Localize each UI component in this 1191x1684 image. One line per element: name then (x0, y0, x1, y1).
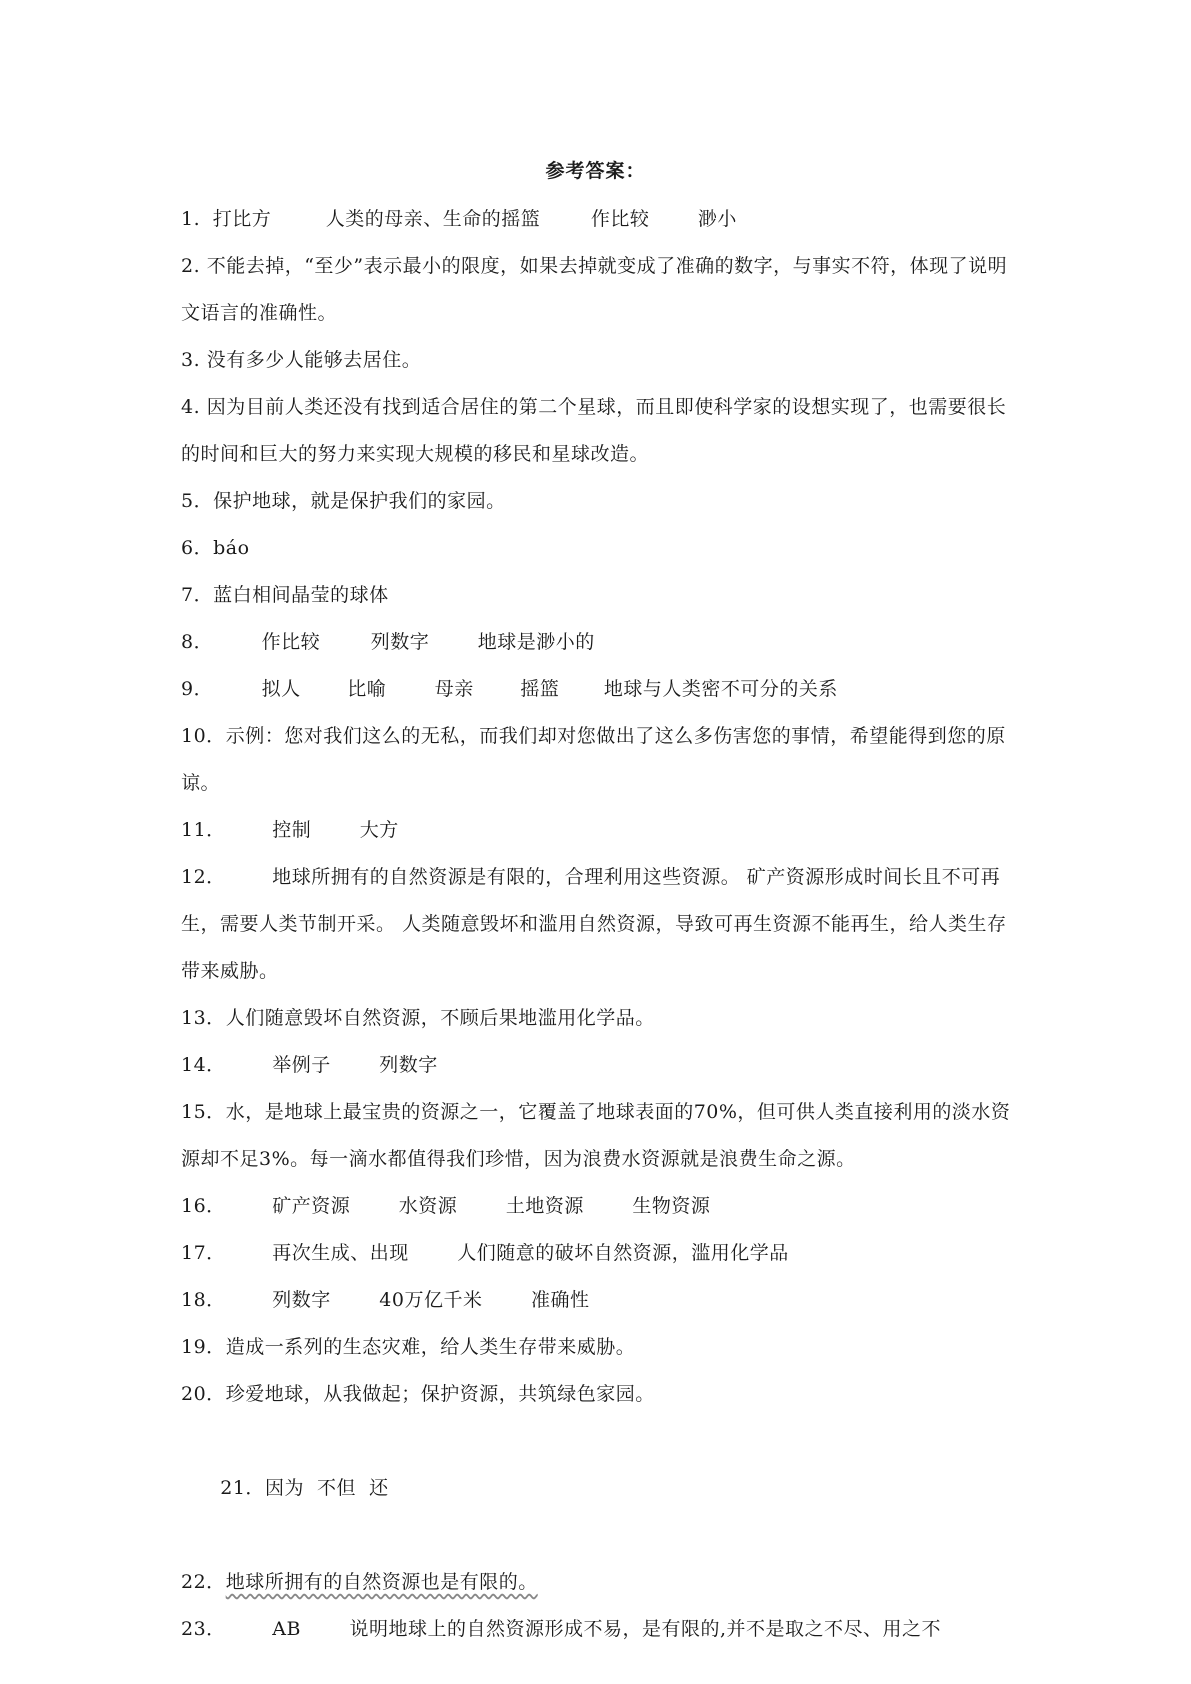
answer-text: 因为目前人类还没有找到适合居住的第二个星球，而且即使科学家的设想实现了，也需要很长的时间和巨大的努力来实现大规模的移民和星球改造。 (181, 396, 1007, 465)
answer-text: 地球所拥有的自然资源也是有限的。 (225, 1571, 538, 1593)
answer-part: 水资源 (398, 1195, 458, 1217)
answer-number: 10． (181, 725, 226, 747)
answer-part: 人们随意的破坏自然资源，滥用化学品 (457, 1242, 789, 1264)
answer-part: 矿产资源 (272, 1195, 351, 1217)
answer-text: 没有多少人能够去居住。 (206, 349, 422, 371)
answer-text: 不能去掉，“至少”表示最小的限度，如果去掉就变成了准确的数字，与事实不符，体现了说明文语言的准确性。 (181, 255, 1008, 324)
answer-part: 准确性 (531, 1289, 590, 1311)
answer-16 (181, 1183, 1021, 1230)
answer-22 (181, 1559, 1021, 1606)
answer-13 (181, 995, 1021, 1042)
answer-number: 17． (181, 1242, 226, 1264)
answer-number: 21． (220, 1477, 265, 1499)
answer-part: 列数字 (272, 1289, 331, 1311)
answer-part: 举例子 (272, 1054, 331, 1076)
answer-part: 生物资源 (632, 1195, 711, 1217)
answer-text: 保护地球，就是保护我们的家园。 (213, 490, 506, 512)
answer-text: 造成一系列的生态灾难，给人类生存带来威胁。 (225, 1336, 636, 1358)
answer-number: 1. (181, 208, 201, 230)
answer-number: 14． (181, 1054, 226, 1076)
answer-part: 列数字 (370, 631, 430, 653)
answer-number: 5． (181, 490, 214, 512)
answer-number: 20． (181, 1383, 226, 1405)
answer-part: 渺小 (697, 208, 737, 230)
answer-part: 说明地球上的自然资源形成不易，是有限的,并不是取之不尽、用之不 (349, 1618, 942, 1640)
answer-part: 人类的母亲、生命的摇篮 (325, 208, 541, 230)
answer-2 (181, 243, 1021, 337)
answer-part: 拟人 (261, 678, 301, 700)
answer-text: 示例：您对我们这么的无私，而我们却对您做出了这么多伤害您的事情，希望能得到您的原谅。 (181, 725, 1006, 794)
answer-number: 11． (181, 819, 226, 841)
answer-5 (181, 478, 1021, 525)
answer-number: 7． (181, 584, 214, 606)
answer-part: 再次生成、出现 (272, 1242, 409, 1264)
answer-part: 母亲 (434, 678, 474, 700)
answer-part: 比喻 (347, 678, 387, 700)
answer-11 (181, 807, 1021, 854)
answer-number: 6． (181, 537, 214, 559)
answer-text: báo (213, 537, 250, 559)
answer-part: 打比方 (212, 208, 272, 230)
answer-number: 3. (181, 349, 201, 371)
answer-part: 地球是渺小的 (477, 631, 595, 653)
answer-part: 大方 (359, 819, 399, 841)
answer-number: 18． (181, 1289, 226, 1311)
page-title: 参考答案： (545, 160, 646, 182)
answer-text: 因为 不但 还 (264, 1477, 389, 1499)
answer-20 (181, 1371, 1021, 1418)
answer-number: 9． (181, 678, 214, 700)
answer-text: 人们随意毁坏自然资源，不顾后果地滥用化学品。 (225, 1007, 655, 1029)
answer-12 (181, 854, 1021, 995)
answer-number: 12． (181, 866, 226, 888)
answer-text: 珍爱地球，从我做起；保护资源，共筑绿色家园。 (225, 1383, 655, 1405)
answer-19 (181, 1324, 1021, 1371)
answer-part: 40万亿千米 (379, 1289, 483, 1311)
answer-text: 水，是地球上最宝贵的资源之一，它覆盖了地球表面的70%，但可供人类直接利用的淡水资源却不足3%。每一滴水都值得我们珍惜，因为浪费水资源就是浪费生命之源。 (181, 1101, 1011, 1170)
answer-23 (181, 1606, 1021, 1653)
answer-number: 8． (181, 631, 214, 653)
answer-8 (181, 619, 1021, 666)
answer-number: 16． (181, 1195, 226, 1217)
answer-part: AB (272, 1618, 301, 1640)
answer-part: 列数字 (379, 1054, 438, 1076)
answer-text: 地球所拥有的自然资源是有限的，合理利用这些资源。 矿产资源形成时间长且不可再生，需要人类节制开采。 人类随意毁坏和滥用自然资源，导致可再生资源不能再生，给人类生存带来威胁。 (181, 866, 1007, 982)
answer-15 (181, 1089, 1021, 1183)
answer-part: 控制 (272, 819, 312, 841)
answer-14 (181, 1042, 1021, 1089)
answer-text: 蓝白相间晶莹的球体 (213, 584, 389, 606)
answer-3 (181, 337, 1021, 384)
answer-4 (181, 384, 1021, 478)
answer-part: 作比较 (261, 631, 321, 653)
answer-number: 13． (181, 1007, 226, 1029)
answer-number: 2. (181, 255, 201, 277)
answer-part: 摇篮 (520, 678, 560, 700)
answer-17 (181, 1230, 1021, 1277)
answer-number: 23． (181, 1618, 226, 1640)
answer-7 (181, 572, 1021, 619)
answer-part: 作比较 (590, 208, 650, 230)
answer-1 (181, 196, 1021, 243)
answer-9 (181, 666, 1021, 713)
answer-number: 19． (181, 1336, 226, 1358)
answer-number: 15． (181, 1101, 226, 1123)
answer-10 (181, 713, 1021, 807)
answer-21 (181, 1418, 1021, 1559)
answer-list (181, 196, 1021, 1653)
answer-part: 土地资源 (505, 1195, 584, 1217)
answer-6 (181, 525, 1021, 572)
answer-number: 4. (181, 396, 201, 418)
answer-18 (181, 1277, 1021, 1324)
answer-number: 22． (181, 1571, 226, 1593)
answer-part: 地球与人类密不可分的关系 (603, 678, 838, 700)
